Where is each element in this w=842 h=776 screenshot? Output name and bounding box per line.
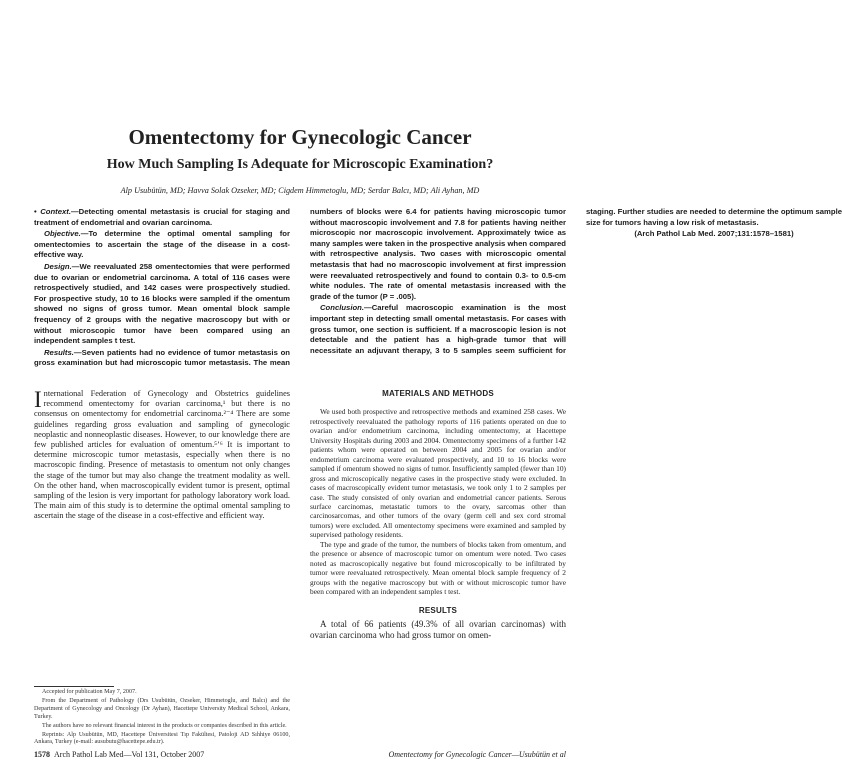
context-label: Context. [40, 207, 71, 216]
footnote-disclosure: The authors have no relevant financial interest in the products or companies described in this article. [42, 722, 287, 729]
running-title: Omentectomy for Gynecologic Cancer—Usubütün et al [388, 750, 566, 759]
footnote-divider [34, 686, 114, 687]
footnote-reprints: Reprints: Alp Usubütün, MD, Hacettepe Üniversitesi Tıp Fakültesi, Patoloji AD Sıhhiye 06100, Ankara, Turkey (e-mail: ausubutu@hacettepe.edu.tr). [34, 731, 290, 746]
methods-heading: MATERIALS AND METHODS [382, 389, 494, 398]
abstract-citation: (Arch Pathol Lab Med. 2007;131:1578–1581) [634, 229, 794, 239]
results-paragraph: A total of 66 patients (49.3% of all ovarian carcinomas) with ovarian carcinoma who had gross tumor on omen- [310, 618, 566, 640]
footer-left [34, 750, 204, 759]
footnote-affiliation: From the Department of Pathology (Drs Usubütün, Ozseker, Himmetoglu, and Balcı) and the Department of Gynecology and Oncology (Dr Ayhan), Hacettepe University Medical School, Ankara, Turkey. [34, 697, 290, 720]
objective-text: —To determine the optimal omental sampling for omentectomies to ascertain the stage of the disease in a cost-effective way. [34, 229, 290, 260]
page-number: 1578 [34, 750, 50, 759]
article-title: Omentectomy for Gynecologic Cancer [128, 125, 472, 149]
introduction-text: nternational Federation of Gynecology and Obstetrics guidelines recommend omentectomy for ovarian carcinoma,¹ but there is no consensus on omentectomy for endometrial carcinoma.²⁻⁴ There are some guidelines regarding gross evaluation and sampling of gynecologic neoplastic and nonneoplastic diseases. However, to our knowledge there are few published articles for evaluation of omentum.⁵ʼ⁶ It is important to determine microscopic tumor metastasis, especially when there is no macroscopic finding. Presence of metastasis to omentum not only changes the stage of the tumor but may also change the treatment modality as well. On the other hand, when macroscopically evident tumor is present, optimal sampling of the lesion is very important for pathology laboratory work load. The main aim of this study is to determine the optimal omental sampling to ascertain the stage of the disease in a cost-effective and efficient way. [34, 389, 290, 521]
methods-paragraph-2: The type and grade of the tumor, the numbers of blocks taken from omentum, and the presence or absence of macroscopic tumor on omentum were noted. Two cases noted as macroscopically negative but found microscopically to be infiltrated by tumor were reevaluated retrospectively. Mean omental block sample frequency of 2 groups with the negative macroscopy but with or without microscopic tumor have been compared with an independent samples t test. [310, 539, 566, 597]
methods-column [310, 389, 566, 641]
context-text: —Detecting omental metastasis is crucial for staging and treatment of endometrial and ovarian carcinoma. [34, 207, 291, 227]
footnote-accepted: Accepted for publication May 7, 2007. [42, 689, 137, 695]
abstract-objective [34, 229, 290, 261]
objective-label: Objective. [44, 229, 81, 239]
methods-paragraph-1: We used both prospective and retrospective methods and examined 258 cases. We retrospectively reevaluated the pathology reports of 116 patients operated on due to ovarian and/or endometrium carcinoma, including omentectomy, at Hacettepe University Hospitals during 2003 and 2004. Omentectomy specimens of a further 142 patients whom were operated on between 2004 and 2005 for ovarian and/or endometrium carcinoma were evaluated prospectively, and 10 to 16 blocks were sampled if omentum showed no signs of tumor. Insufficiently sampled (fewer than 10) gross and microscopically negative cases in the prospective study were excluded. In cases of macroscopically evident tumor metastasis, we took only 1 to 2 samples per case. The study consisted of only ovarian and endometrial cancer patients. Serous surface carcinomas, metastatic tumors to the ovary, sarcomas other than carcinosarcomas, and other tumors of the ovary (germ cell and sex cord stromal tumors) were excluded. All omentectomy specimens were examined and sampled by supervised pathology residents. [310, 407, 566, 540]
results-text: —Seven patients had no evidence of tumor metastasis on gross examination but had microscopic tumor metastasis. The mean numbers of blocks were 6.4 for patients having microscopic tumor without macroscopic involvement and 7.8 for patients having neither microscopic nor macroscopic involvement. Approximately twice as many samples were taken in the prospective analysis when compared with retrospective analysis. Two cases with microscopic omental metastasis that had no macroscopic involvement at first impression were reevaluated retrospectively and found to contain 0.3- to 0.5-cm white nodules. The rate of omental metastasis increased with the grade of the tumor (P = .005). [34, 207, 566, 368]
footnotes [34, 689, 290, 748]
introduction-paragraph [34, 389, 290, 522]
drop-cap: I [34, 387, 42, 412]
conclusion-label: Conclusion. [320, 303, 364, 313]
abstract-design [34, 262, 290, 347]
author-list: Alp Usubütün, MD; Havva Solak Ozseker, MD; Cigdem Himmetoglu, MD; Serdar Balcı, MD; Ali Ayhan, MD [120, 186, 480, 195]
results-label: Results. [44, 347, 74, 357]
results-heading: RESULTS [418, 605, 458, 615]
article-subtitle: How Much Sampling Is Adequate for Microscopic Examination? [106, 157, 494, 172]
conclusion-text: —Careful macroscopic examination is the most important step in detecting small omental metastasis. For cases with gross tumor, one section is sufficient. If a macroscopic lesion is not detectable and the patient has a high-grade tumor that will necessitate an adjuvant therapy, 3 to 5 samples seem sufficient for staging. Further studies are needed to determine the optimum sample size for tumors having a low risk of metastasis. [310, 207, 842, 355]
abstract-context: • Context.—Detecting omental metastasis is crucial for staging and treatment of endometrial and ovarian carcinoma. [34, 207, 291, 227]
journal-info: Arch Pathol Lab Med—Vol 131, October 2007 [54, 750, 205, 759]
design-text: —We reevaluated 258 omentectomies that were performed due to ovarian or endometrial carcinoma. A total of 116 cases were retrospectively studied, and 142 cases were prospectively studied. For prospective study, 10 to 16 blocks were sampled if the omentum showed no signs of gross tumor. Mean omental block sample frequency of 2 groups with the negative macroscopy but with or without microscopic tumor have been compared using an independent samples t test. [34, 261, 290, 346]
design-label: Design. [44, 261, 72, 271]
introduction [34, 389, 290, 522]
abstract [34, 207, 842, 371]
